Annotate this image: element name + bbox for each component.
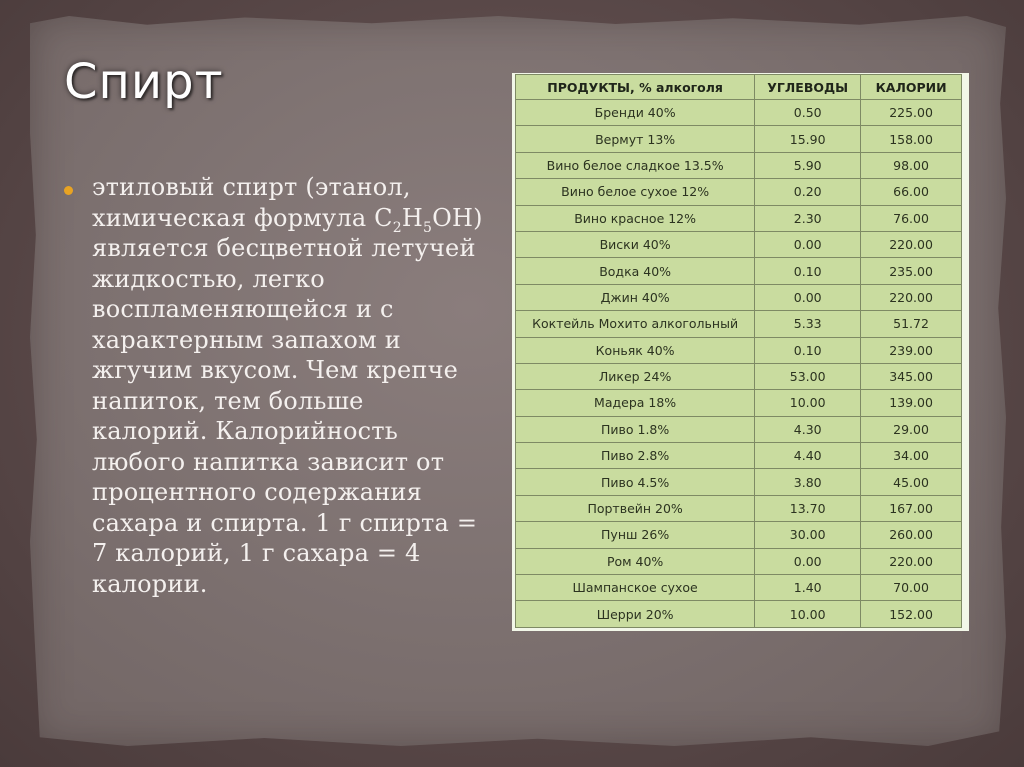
cell-product: Портвейн 20% [516, 495, 755, 521]
bullet-text-part2: H [401, 203, 423, 232]
cell-calories: 34.00 [861, 443, 962, 469]
cell-calories: 139.00 [861, 390, 962, 416]
table-row [516, 469, 962, 495]
cell-calories: 235.00 [861, 258, 962, 284]
cell-carbs: 0.50 [755, 100, 861, 126]
table-row [516, 231, 962, 257]
cell-product: Вино белое сладкое 13.5% [516, 152, 755, 178]
cell-calories: 220.00 [861, 231, 962, 257]
table-row [516, 390, 962, 416]
bullet-dot-icon [64, 186, 73, 195]
cell-product: Мадера 18% [516, 390, 755, 416]
cell-calories: 98.00 [861, 152, 962, 178]
table-row [516, 601, 962, 627]
cell-carbs: 4.30 [755, 416, 861, 442]
cell-calories: 76.00 [861, 205, 962, 231]
cell-calories: 167.00 [861, 495, 962, 521]
cell-carbs: 10.00 [755, 601, 861, 627]
cell-product: Пиво 2.8% [516, 443, 755, 469]
cell-calories: 66.00 [861, 179, 962, 205]
cell-calories: 70.00 [861, 575, 962, 601]
formula-subscript-5: 5 [422, 219, 433, 236]
table-row [516, 284, 962, 310]
cell-product: Ликер 24% [516, 363, 755, 389]
table-row [516, 100, 962, 126]
cell-carbs: 53.00 [755, 363, 861, 389]
cell-carbs: 30.00 [755, 522, 861, 548]
bullet-text-part1: этиловый спирт (этанол, химическая формула C [92, 173, 411, 232]
header-calories: КАЛОРИИ [861, 75, 962, 100]
cell-calories: 220.00 [861, 284, 962, 310]
table-row [516, 443, 962, 469]
cell-carbs: 10.00 [755, 390, 861, 416]
bullet-text [92, 172, 484, 599]
table-header-row [516, 75, 962, 100]
cell-product: Вино белое сухое 12% [516, 179, 755, 205]
cell-carbs: 15.90 [755, 126, 861, 152]
cell-carbs: 3.80 [755, 469, 861, 495]
table-row [516, 416, 962, 442]
bullet-item [64, 172, 484, 599]
cell-carbs: 0.20 [755, 179, 861, 205]
table-row [516, 522, 962, 548]
bullet-text-part3: OH) является бесцветной летучей жидкостью, легко воспламеняющейся и с характерным запахом и жгучим вкусом. Чем крепче напиток, тем больше калорий. Калорийность любого напитка зависит от процентного содержания сахара и спирта. 1 г спирта = 7 калорий, 1 г сахара = 4 калории. [92, 203, 483, 598]
cell-calories: 345.00 [861, 363, 962, 389]
header-carbs: УГЛЕВОДЫ [755, 75, 861, 100]
cell-product: Пиво 1.8% [516, 416, 755, 442]
slide-title: Спирт [64, 54, 224, 110]
table-row [516, 258, 962, 284]
cell-carbs: 0.00 [755, 284, 861, 310]
cell-calories: 158.00 [861, 126, 962, 152]
cell-product: Коньяк 40% [516, 337, 755, 363]
table-row [516, 126, 962, 152]
table-row [516, 363, 962, 389]
cell-calories: 225.00 [861, 100, 962, 126]
cell-calories: 51.72 [861, 311, 962, 337]
table-body [516, 100, 962, 628]
cell-carbs: 2.30 [755, 205, 861, 231]
cell-calories: 239.00 [861, 337, 962, 363]
cell-product: Коктейль Мохито алкогольный [516, 311, 755, 337]
cell-carbs: 13.70 [755, 495, 861, 521]
cell-product: Джин 40% [516, 284, 755, 310]
cell-calories: 45.00 [861, 469, 962, 495]
cell-calories: 260.00 [861, 522, 962, 548]
cell-calories: 152.00 [861, 601, 962, 627]
cell-product: Виски 40% [516, 231, 755, 257]
table-row [516, 548, 962, 574]
table-row [516, 179, 962, 205]
calorie-table-container [512, 73, 969, 631]
cell-product: Шерри 20% [516, 601, 755, 627]
cell-carbs: 1.40 [755, 575, 861, 601]
cell-carbs: 0.10 [755, 337, 861, 363]
cell-product: Пунш 26% [516, 522, 755, 548]
cell-product: Пиво 4.5% [516, 469, 755, 495]
cell-product: Ром 40% [516, 548, 755, 574]
table-row [516, 575, 962, 601]
cell-carbs: 4.40 [755, 443, 861, 469]
cell-product: Шампанское сухое [516, 575, 755, 601]
cell-product: Вино красное 12% [516, 205, 755, 231]
cell-carbs: 5.33 [755, 311, 861, 337]
table-row [516, 205, 962, 231]
table-row [516, 495, 962, 521]
cell-carbs: 5.90 [755, 152, 861, 178]
cell-carbs: 0.00 [755, 231, 861, 257]
cell-carbs: 0.10 [755, 258, 861, 284]
cell-carbs: 0.00 [755, 548, 861, 574]
cell-product: Бренди 40% [516, 100, 755, 126]
table-row [516, 337, 962, 363]
header-products: ПРОДУКТЫ, % алкоголя [516, 75, 755, 100]
cell-calories: 220.00 [861, 548, 962, 574]
cell-calories: 29.00 [861, 416, 962, 442]
calorie-table [515, 74, 962, 628]
cell-product: Вермут 13% [516, 126, 755, 152]
table-row [516, 311, 962, 337]
formula-subscript-2: 2 [392, 219, 402, 236]
cell-product: Водка 40% [516, 258, 755, 284]
table-row [516, 152, 962, 178]
